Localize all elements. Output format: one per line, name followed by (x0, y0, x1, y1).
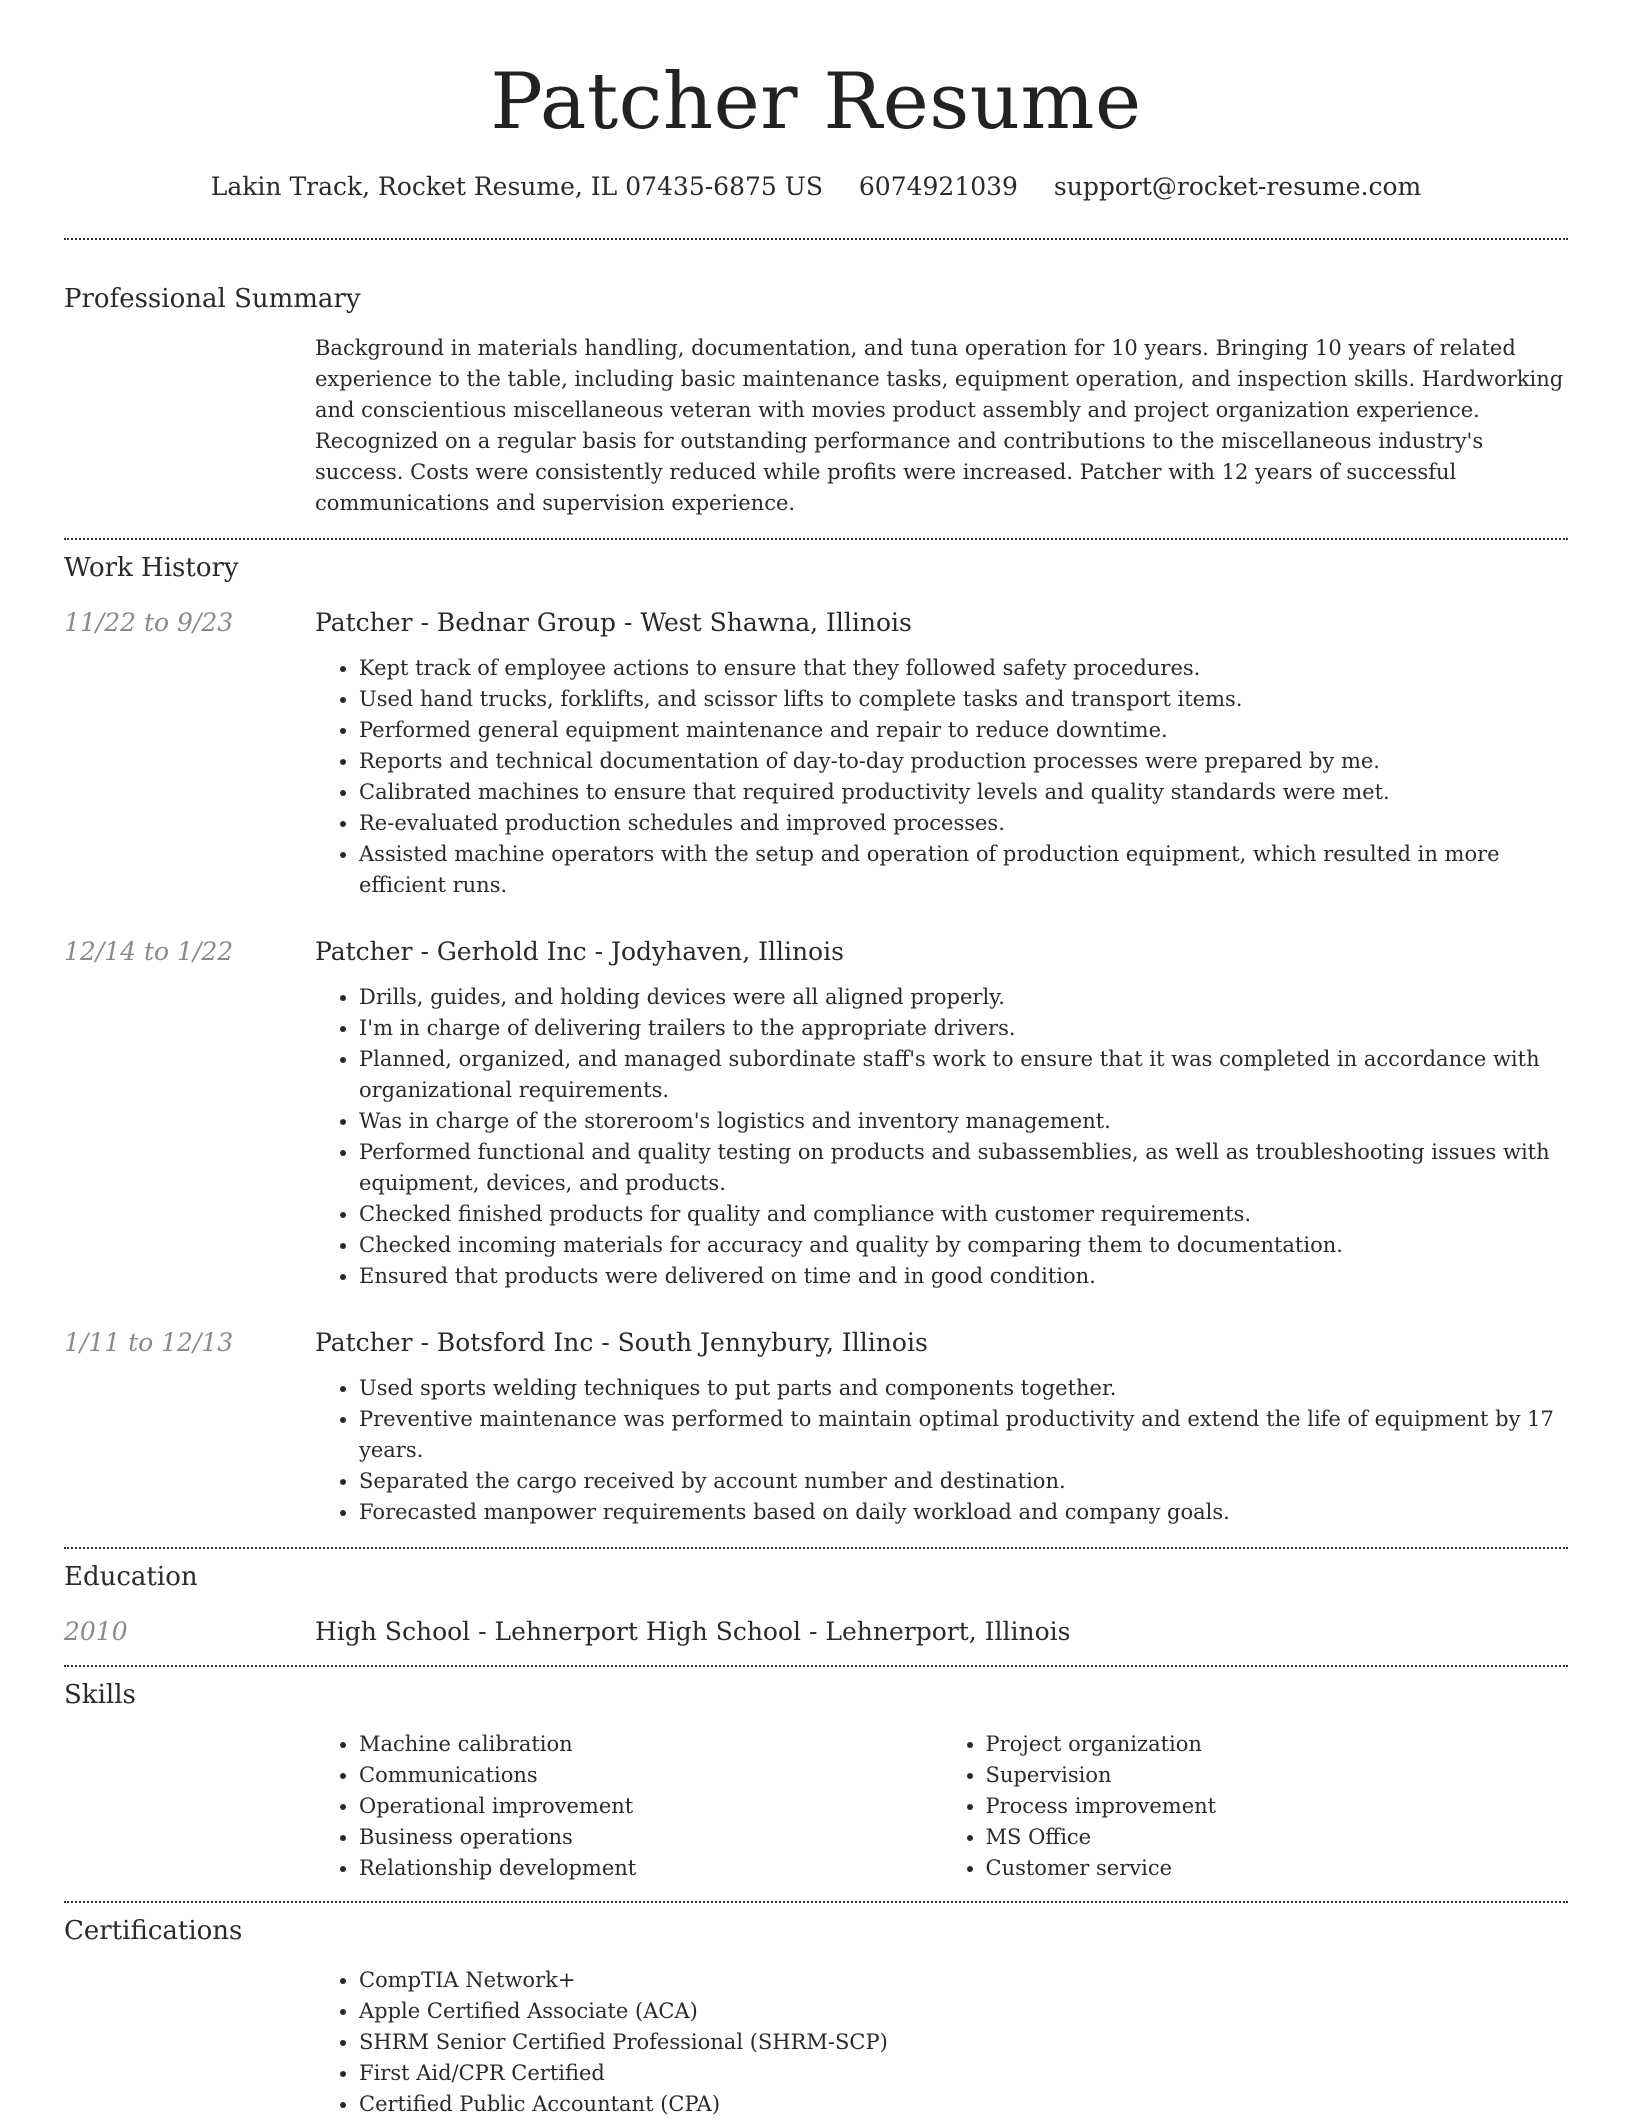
list-item: • Certified Public Accountant (CPA) (359, 2089, 1568, 2120)
work-history-section (64, 551, 1568, 1528)
education-heading-line: High School - Lehnerport High School - Lehnerport, Illinois (315, 1617, 1071, 1646)
summary-text: Background in materials handling, documentation, and tuna operation for 10 years. Bringing 10 years of related experience to the table, including basic maintenance tasks, equipment operation, and inspection skills. Hardworking and conscientious miscellaneous veteran with movies product assembly and project organization experience. Recognized on a regular basis for outstanding performance and contributions to the miscellaneous industry's success. Costs were consistently reduced while profits were increased. Patcher with 12 years of successful communications and supervision experience. (315, 336, 1564, 515)
education-heading: Education (64, 1562, 198, 1592)
list-item: • Customer service (986, 1853, 1569, 1884)
resume-page (64, 0, 1568, 2120)
certifications-list (315, 1965, 1568, 2120)
job-heading: Patcher - Botsford Inc - South Jennybury, Illinois (315, 1328, 928, 1357)
divider (64, 1665, 1568, 1667)
list-item: • Calibrated machines to ensure that required productivity levels and quality standards were met. (359, 777, 1568, 808)
list-item: • Checked finished products for quality and compliance with customer requirements. (359, 1199, 1568, 1230)
list-item: • Assisted machine operators with the setup and operation of production equipment, which resulted in more efficient runs. (359, 839, 1568, 901)
certifications-section (64, 1914, 1568, 2120)
list-item: • Drills, guides, and holding devices were all aligned properly. (359, 982, 1568, 1013)
list-item: • Process improvement (986, 1791, 1569, 1822)
job-dates: 1/11 to 12/13 (64, 1328, 234, 1357)
resume-name: Patcher Resume (490, 57, 1142, 147)
job-heading: Patcher - Gerhold Inc - Jodyhaven, Illinois (315, 937, 844, 966)
list-item: • Performed general equipment maintenance and repair to reduce downtime. (359, 715, 1568, 746)
list-item: • Apple Certified Associate (ACA) (359, 1996, 1568, 2027)
contact-email: support@rocket-resume.com (1053, 172, 1422, 201)
list-item: • Used sports welding techniques to put parts and components together. (359, 1373, 1568, 1404)
list-item: • Forecasted manpower requirements based on daily workload and company goals. (359, 1497, 1568, 1528)
contact-line (64, 170, 1568, 204)
skills-section (64, 1678, 1568, 1884)
list-item: • Checked incoming materials for accuracy and quality by comparing them to documentation. (359, 1230, 1568, 1261)
list-item: • Machine calibration (359, 1729, 942, 1760)
job-entry (64, 935, 1568, 1292)
job-dates: 11/22 to 9/23 (64, 608, 234, 637)
summary-heading: Professional Summary (64, 284, 361, 314)
list-item: • Was in charge of the storeroom's logistics and inventory management. (359, 1106, 1568, 1137)
work-history-heading: Work History (64, 553, 239, 583)
job-entry (64, 606, 1568, 901)
contact-address: Lakin Track, Rocket Resume, IL 07435-6875 US (210, 172, 823, 201)
list-item: • Kept track of employee actions to ensure that they followed safety procedures. (359, 653, 1568, 684)
certifications-heading: Certifications (64, 1916, 243, 1946)
list-item: • First Aid/CPR Certified (359, 2058, 1568, 2089)
job-bullets (315, 1373, 1568, 1528)
list-item: • Used hand trucks, forklifts, and scissor lifts to complete tasks and transport items. (359, 684, 1568, 715)
list-item: • SHRM Senior Certified Professional (SHRM-SCP) (359, 2027, 1568, 2058)
list-item: • Ensured that products were delivered on time and in good condition. (359, 1261, 1568, 1292)
job-bullets (315, 982, 1568, 1292)
summary-section (64, 282, 1568, 519)
list-item: • Performed functional and quality testing on products and subassemblies, as well as troubleshooting issues with equipment, devices, and products. (359, 1137, 1568, 1199)
list-item: • MS Office (986, 1822, 1569, 1853)
skills-list-left (315, 1729, 942, 1884)
job-bullets (315, 653, 1568, 901)
divider (64, 538, 1568, 540)
contact-phone: 6074921039 (858, 172, 1018, 201)
list-item: • Project organization (986, 1729, 1569, 1760)
list-item: • Reports and technical documentation of day-to-day production processes were prepared by me. (359, 746, 1568, 777)
job-entry (64, 1326, 1568, 1528)
list-item: • Preventive maintenance was performed to maintain optimal productivity and extend the life of equipment by 17 years. (359, 1404, 1568, 1466)
education-section (64, 1560, 1568, 1649)
list-item: • Operational improvement (359, 1791, 942, 1822)
skills-heading: Skills (64, 1680, 136, 1710)
list-item: • Separated the cargo received by account number and destination. (359, 1466, 1568, 1497)
job-heading: Patcher - Bednar Group - West Shawna, Illinois (315, 608, 912, 637)
list-item: • Re-evaluated production schedules and improved processes. (359, 808, 1568, 839)
skills-list-right (942, 1729, 1569, 1884)
list-item: • Relationship development (359, 1853, 942, 1884)
divider (64, 1547, 1568, 1549)
list-item: • Planned, organized, and managed subordinate staff's work to ensure that it was completed in accordance with organizational requirements. (359, 1044, 1568, 1106)
list-item: • Communications (359, 1760, 942, 1791)
list-item: • CompTIA Network+ (359, 1965, 1568, 1996)
list-item: • Supervision (986, 1760, 1569, 1791)
education-year: 2010 (64, 1617, 128, 1646)
divider (64, 238, 1568, 240)
list-item: • I'm in charge of delivering trailers to the appropriate drivers. (359, 1013, 1568, 1044)
list-item: • Business operations (359, 1822, 942, 1853)
job-dates: 12/14 to 1/22 (64, 937, 234, 966)
divider (64, 1901, 1568, 1903)
education-entry (64, 1615, 1568, 1649)
